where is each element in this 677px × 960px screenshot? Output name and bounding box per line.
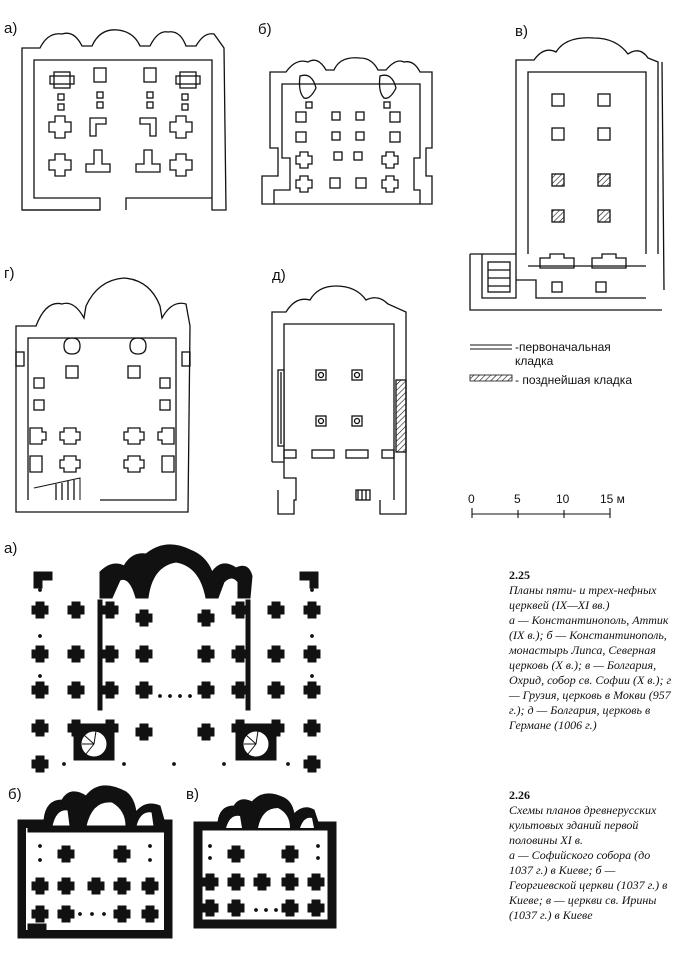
caption-body: а — Константинополь, Аттик (IX в.); б — Константинополь, монастырь Липса, Северная церковь (X в.); в — Болгария, Охрид, собор св. Софии (X в.); г — Грузия, церковь в Мокви (957 г.); д — Болгария, церковь в Германе (1006 г.) — [509, 613, 672, 732]
label-plan-2b: б) — [8, 786, 22, 803]
caption-number: 2.26 — [509, 788, 530, 802]
scale-bar — [472, 508, 610, 518]
scale-tick-5: 5 — [514, 492, 521, 506]
caption-fig-2-26 — [509, 788, 674, 923]
label-plan-v: в) — [515, 23, 528, 40]
plan-b-lips — [262, 58, 432, 204]
label-plan-2a: а) — [4, 540, 18, 557]
caption-fig-2-25 — [509, 568, 674, 733]
plan-v-ohrid — [470, 38, 664, 310]
label-plan-d: д) — [272, 267, 286, 284]
plan-2a-sophia — [32, 545, 320, 772]
plan-d-german — [272, 286, 406, 514]
legend — [470, 345, 512, 381]
caption-body: а — Софийского собора (до 1037 г.) в Киеве; б — Георгиевской церкви (1037 г.) в Киеве; в — церкви св. Ирины (1037 г.) в Киеве — [509, 848, 668, 922]
caption-title: Планы пяти- и трех-нефных церквей (IX—XI вв.) — [509, 583, 657, 612]
plan-2b-george — [18, 786, 172, 938]
scale-tick-15: 15 м — [600, 492, 625, 506]
legend-original-masonry: -первоначальная кладка — [515, 340, 611, 368]
label-plan-b: б) — [258, 21, 272, 38]
scale-tick-10: 10 — [556, 492, 570, 506]
label-plan-a: а) — [4, 20, 18, 37]
label-plan-g: г) — [4, 265, 15, 282]
caption-number: 2.25 — [509, 568, 530, 582]
scale-tick-0: 0 — [468, 492, 475, 506]
plan-a-attik — [22, 30, 226, 210]
caption-title: Схемы планов древнерусских культовых зданий первой половины XI в. — [509, 803, 657, 847]
plan-2v-irene — [194, 794, 336, 928]
label-plan-2v: в) — [186, 786, 199, 803]
plan-g-mokvi — [16, 278, 190, 512]
legend-later-masonry: - позднейшая кладка — [515, 373, 632, 387]
